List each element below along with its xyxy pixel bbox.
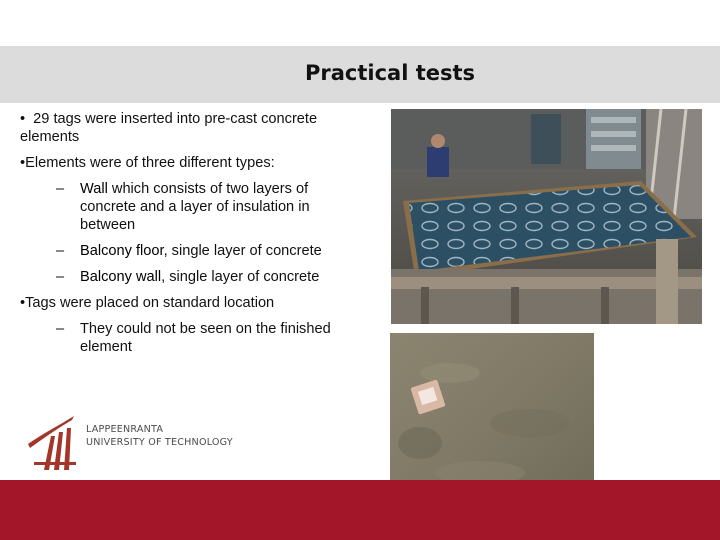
- sub-bullet-item: [20, 320, 365, 356]
- slide-title: Practical tests: [305, 61, 476, 85]
- university-logo-mark: [24, 414, 82, 472]
- sub-bullet-text: which consists of two layers of concrete and a layer of insulation in between: [80, 181, 310, 233]
- logo-line-2: UNIVERSITY OF TECHNOLOGY: [86, 437, 233, 448]
- dash-marker: –: [56, 269, 65, 285]
- sub-bullet-term: Wall: [80, 181, 108, 197]
- bullet-list: [20, 110, 365, 364]
- dash-marker: –: [56, 181, 65, 197]
- dash-marker: –: [56, 321, 65, 337]
- factory-photo-image: [391, 109, 702, 324]
- sub-bullet-item: [20, 268, 365, 286]
- logo-line-1: LAPPEENRANTA: [86, 424, 164, 435]
- sub-bullet-term: Balcony floor: [80, 243, 164, 259]
- university-logo: [24, 414, 234, 474]
- sub-bullet-text: , single layer of concrete: [161, 269, 320, 285]
- bullet-marker: •: [20, 295, 26, 311]
- footer-band: [0, 480, 720, 540]
- bullet-item: [20, 110, 365, 146]
- sub-bullet-item: [20, 180, 365, 234]
- sub-bullet-text: They could not be seen on the finished element: [80, 321, 331, 355]
- sub-bullet-text: , single layer of concrete: [163, 243, 322, 259]
- sub-bullet-term: Balcony wall: [80, 269, 162, 285]
- bullet-item: [20, 294, 365, 312]
- bullet-marker: •: [20, 111, 26, 127]
- sub-bullet-item: [20, 242, 365, 260]
- bullet-marker: •: [20, 155, 26, 171]
- factory-photo: [391, 109, 702, 324]
- bullet-item: [20, 154, 365, 172]
- bullet-text: Tags were placed on standard location: [25, 295, 275, 311]
- bullet-text: 29 tags were inserted into pre-cast concrete elements: [20, 111, 318, 145]
- bullet-text: Elements were of three different types:: [25, 155, 275, 171]
- dash-marker: –: [56, 243, 65, 259]
